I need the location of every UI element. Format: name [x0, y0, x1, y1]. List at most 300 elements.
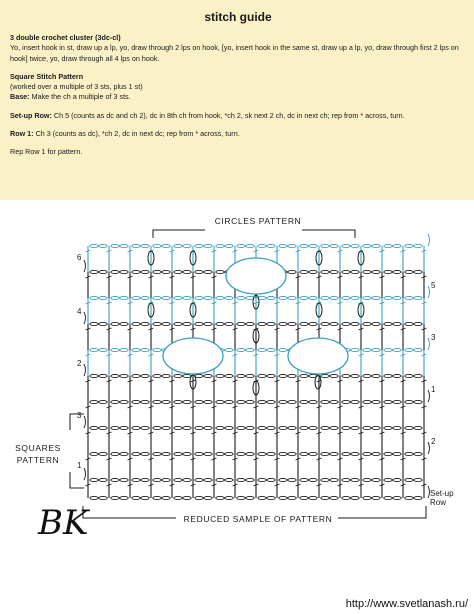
chain-stitch — [279, 244, 287, 247]
circles-bracket — [153, 230, 355, 238]
chain-stitch — [225, 400, 233, 403]
chain-stitch — [120, 478, 128, 481]
chain-stitch — [111, 348, 119, 351]
chain-stitch — [216, 244, 224, 247]
chain-stitch — [351, 496, 359, 499]
chain-stitch — [351, 478, 359, 481]
chain-stitch — [288, 322, 296, 325]
chain-stitch — [120, 496, 128, 499]
chain-stitch — [267, 296, 275, 299]
repeat-note: Rep Row 1 for pattern. — [10, 147, 83, 157]
row1-text: Ch 3 (counts as dc), *ch 2, dc in next dc; rep from * across, turn. — [35, 129, 240, 139]
chain-stitch — [141, 496, 149, 499]
chain-stitch — [258, 496, 266, 499]
chain-stitch — [204, 296, 212, 299]
chain-stitch — [267, 348, 275, 351]
square-note: (worked over a multiple of 3 sts, plus 1 st) — [10, 82, 143, 92]
chain-stitch — [414, 374, 422, 377]
chain-stitch — [384, 270, 392, 273]
chain-stitch — [183, 400, 191, 403]
chain-stitch — [174, 400, 182, 403]
chain-stitch — [342, 496, 350, 499]
chain-stitch — [267, 322, 275, 325]
chain-stitch — [141, 296, 149, 299]
chain-stitch — [288, 426, 296, 429]
chain-stitch — [384, 452, 392, 455]
chain-stitch — [153, 296, 161, 299]
chain-stitch — [162, 452, 170, 455]
turning-chain — [84, 468, 86, 480]
chain-stitch — [330, 270, 338, 273]
chain-stitch — [363, 244, 371, 247]
chain-stitch — [120, 270, 128, 273]
chain-stitch — [279, 452, 287, 455]
chain-stitch — [372, 322, 380, 325]
chain-stitch — [111, 270, 119, 273]
chain-stitch — [141, 374, 149, 377]
chain-stitch — [288, 496, 296, 499]
chain-stitch — [288, 374, 296, 377]
chain-stitch — [153, 452, 161, 455]
chain-stitch — [183, 374, 191, 377]
chain-stitch — [174, 478, 182, 481]
chain-stitch — [132, 244, 140, 247]
chain-stitch — [153, 426, 161, 429]
chain-stitch — [372, 374, 380, 377]
chain-stitch — [363, 426, 371, 429]
chain-stitch — [162, 496, 170, 499]
chain-stitch — [99, 296, 107, 299]
chain-stitch — [258, 400, 266, 403]
chain-stitch — [279, 496, 287, 499]
chain-stitch — [141, 270, 149, 273]
chain-stitch — [225, 452, 233, 455]
chain-stitch — [111, 244, 119, 247]
chain-stitch — [120, 348, 128, 351]
chain-stitch — [174, 496, 182, 499]
chain-stitch — [90, 322, 98, 325]
chain-stitch — [372, 426, 380, 429]
chain-stitch — [153, 496, 161, 499]
chain-stitch — [99, 496, 107, 499]
turning-chain — [428, 442, 430, 454]
chain-stitch — [414, 496, 422, 499]
chain-stitch — [141, 348, 149, 351]
chain-stitch — [363, 452, 371, 455]
chain-stitch — [258, 348, 266, 351]
chain-stitch — [237, 426, 245, 429]
chain-stitch — [267, 452, 275, 455]
chain-stitch — [342, 452, 350, 455]
circle-motif — [288, 338, 348, 374]
chain-stitch — [372, 296, 380, 299]
chain-stitch — [384, 348, 392, 351]
chain-stitch — [153, 270, 161, 273]
chain-stitch — [405, 244, 413, 247]
chain-stitch — [309, 478, 317, 481]
chain-stitch — [267, 496, 275, 499]
chain-stitch — [237, 296, 245, 299]
chain-stitch — [414, 426, 422, 429]
chain-stitch — [120, 244, 128, 247]
chain-stitch — [405, 296, 413, 299]
chain-stitch — [363, 496, 371, 499]
chain-stitch — [405, 374, 413, 377]
chain-stitch — [330, 374, 338, 377]
circle-motif — [226, 258, 286, 294]
chain-stitch — [321, 296, 329, 299]
chain-stitch — [309, 426, 317, 429]
chain-stitch — [330, 478, 338, 481]
chain-stitch — [225, 426, 233, 429]
chain-stitch — [309, 496, 317, 499]
chain-stitch — [141, 400, 149, 403]
squares-bracket — [70, 414, 84, 488]
chain-stitch — [309, 322, 317, 325]
chain-stitch — [204, 322, 212, 325]
chain-stitch — [111, 426, 119, 429]
chain-stitch — [372, 400, 380, 403]
chain-stitch — [225, 374, 233, 377]
chain-stitch — [216, 426, 224, 429]
chain-stitch — [195, 426, 203, 429]
chain-stitch — [132, 452, 140, 455]
chain-stitch — [258, 244, 266, 247]
chain-stitch — [216, 322, 224, 325]
chain-stitch — [288, 244, 296, 247]
guide-title: stitch guide — [204, 10, 272, 24]
chain-stitch — [330, 426, 338, 429]
chain-stitch — [204, 374, 212, 377]
chain-stitch — [279, 374, 287, 377]
chain-stitch — [309, 400, 317, 403]
chain-stitch — [321, 426, 329, 429]
chain-stitch — [162, 322, 170, 325]
chain-stitch — [351, 400, 359, 403]
chain-stitch — [183, 452, 191, 455]
cluster-stitch — [315, 375, 321, 389]
chain-stitch — [342, 244, 350, 247]
chain-stitch — [300, 426, 308, 429]
chain-stitch — [132, 296, 140, 299]
chain-stitch — [414, 270, 422, 273]
chain-stitch — [99, 348, 107, 351]
turning-chain — [428, 390, 430, 402]
chain-stitch — [246, 478, 254, 481]
chain-stitch — [393, 452, 401, 455]
chain-stitch — [246, 452, 254, 455]
circles-label: CIRCLES PATTERN — [214, 216, 302, 226]
chain-stitch — [321, 374, 329, 377]
circle-motif — [163, 338, 223, 374]
chain-stitch — [132, 478, 140, 481]
chain-stitch — [132, 400, 140, 403]
chain-stitch — [300, 296, 308, 299]
chain-stitch — [363, 270, 371, 273]
square-heading: Square Stitch Pattern — [10, 71, 84, 81]
chain-stitch — [204, 496, 212, 499]
chain-stitch — [141, 322, 149, 325]
chain-stitch — [405, 496, 413, 499]
chain-stitch — [141, 426, 149, 429]
chain-stitch — [372, 496, 380, 499]
chain-stitch — [195, 452, 203, 455]
base-label: Base: — [10, 92, 30, 102]
chain-stitch — [90, 452, 98, 455]
chain-stitch — [321, 400, 329, 403]
chain-stitch — [195, 496, 203, 499]
chain-stitch — [153, 374, 161, 377]
chain-stitch — [342, 270, 350, 273]
chain-stitch — [153, 348, 161, 351]
chain-stitch — [351, 244, 359, 247]
chain-stitch — [393, 322, 401, 325]
chain-stitch — [225, 322, 233, 325]
turning-chain — [428, 286, 430, 298]
chain-stitch — [111, 452, 119, 455]
setup-row-label-line1: Set-up — [430, 489, 454, 498]
chain-stitch — [246, 374, 254, 377]
chain-stitch — [216, 496, 224, 499]
chain-stitch — [246, 400, 254, 403]
chain-stitch — [267, 400, 275, 403]
chain-stitch — [393, 478, 401, 481]
row-number-5: 5 — [431, 281, 436, 290]
base-text: Make the ch a multiple of 3 sts. — [31, 92, 131, 102]
chain-stitch — [372, 348, 380, 351]
chain-stitch — [99, 426, 107, 429]
chain-stitch — [120, 452, 128, 455]
chain-stitch — [195, 400, 203, 403]
chain-stitch — [216, 374, 224, 377]
chain-stitch — [132, 426, 140, 429]
chain-stitch — [363, 374, 371, 377]
chain-stitch — [225, 496, 233, 499]
chain-stitch — [204, 270, 212, 273]
chain-stitch — [393, 400, 401, 403]
chain-stitch — [120, 374, 128, 377]
chain-stitch — [246, 244, 254, 247]
chain-stitch — [384, 322, 392, 325]
chain-stitch — [174, 374, 182, 377]
chain-stitch — [267, 426, 275, 429]
chain-stitch — [414, 296, 422, 299]
row-number-6: 6 — [77, 253, 82, 262]
chain-stitch — [141, 478, 149, 481]
chain-stitch — [111, 496, 119, 499]
chain-stitch — [195, 478, 203, 481]
chain-stitch — [300, 270, 308, 273]
chain-stitch — [405, 400, 413, 403]
chain-stitch — [363, 296, 371, 299]
chain-stitch — [405, 270, 413, 273]
chain-stitch — [288, 478, 296, 481]
chain-stitch — [195, 374, 203, 377]
chain-stitch — [99, 478, 107, 481]
turning-chain — [84, 260, 86, 272]
chain-stitch — [330, 322, 338, 325]
chain-stitch — [393, 348, 401, 351]
chain-stitch — [246, 322, 254, 325]
chain-stitch — [153, 322, 161, 325]
chain-stitch — [363, 478, 371, 481]
chain-stitch — [342, 322, 350, 325]
chain-stitch — [141, 244, 149, 247]
row-number-4: 4 — [77, 307, 82, 316]
chain-stitch — [384, 296, 392, 299]
chain-stitch — [414, 244, 422, 247]
chain-stitch — [195, 270, 203, 273]
chain-stitch — [279, 400, 287, 403]
chain-stitch — [162, 244, 170, 247]
chain-stitch — [183, 322, 191, 325]
chain-stitch — [309, 244, 317, 247]
chain-stitch — [195, 244, 203, 247]
chain-stitch — [414, 348, 422, 351]
chain-stitch — [132, 322, 140, 325]
chain-stitch — [309, 452, 317, 455]
chain-stitch — [321, 244, 329, 247]
chain-stitch — [225, 244, 233, 247]
chain-stitch — [99, 452, 107, 455]
row-number-1: 1 — [431, 385, 436, 394]
chain-stitch — [174, 270, 182, 273]
chain-stitch — [99, 270, 107, 273]
chain-stitch — [90, 348, 98, 351]
chain-stitch — [414, 478, 422, 481]
chain-stitch — [363, 322, 371, 325]
chain-stitch — [300, 478, 308, 481]
chain-stitch — [162, 296, 170, 299]
chain-stitch — [384, 478, 392, 481]
chain-stitch — [111, 322, 119, 325]
chain-stitch — [372, 244, 380, 247]
chain-stitch — [405, 348, 413, 351]
chain-stitch — [204, 452, 212, 455]
chain-stitch — [393, 296, 401, 299]
chain-stitch — [288, 452, 296, 455]
chain-stitch — [414, 400, 422, 403]
cluster-heading: 3 double crochet cluster (3dc-cl) — [10, 33, 121, 42]
chain-stitch — [132, 496, 140, 499]
cluster-text: Yo, insert hook in st, draw up a lp, yo, draw through 2 lps on hook, [yo, insert hook in the same st, draw up a lp, yo, draw through first 2 lps on hook] twice, yo, draw through all 4 lps on hook. — [10, 43, 459, 63]
chain-stitch — [384, 496, 392, 499]
chain-stitch — [237, 400, 245, 403]
chain-stitch — [111, 478, 119, 481]
chain-stitch — [237, 452, 245, 455]
chain-stitch — [225, 478, 233, 481]
chain-stitch — [414, 322, 422, 325]
chain-stitch — [321, 496, 329, 499]
chain-stitch — [132, 374, 140, 377]
chain-stitch — [237, 496, 245, 499]
chain-stitch — [174, 452, 182, 455]
chain-stitch — [393, 426, 401, 429]
chain-stitch — [351, 452, 359, 455]
chain-stitch — [90, 400, 98, 403]
chain-stitch — [195, 322, 203, 325]
chain-stitch — [183, 496, 191, 499]
chain-stitch — [162, 478, 170, 481]
row-number-3: 3 — [431, 333, 436, 342]
chain-stitch — [216, 400, 224, 403]
chain-stitch — [237, 478, 245, 481]
setup-label: Set-up Row: — [10, 110, 52, 120]
chain-stitch — [351, 296, 359, 299]
chain-stitch — [309, 270, 317, 273]
chain-stitch — [237, 244, 245, 247]
chain-stitch — [258, 478, 266, 481]
chain-stitch — [258, 374, 266, 377]
chain-stitch — [183, 270, 191, 273]
chain-stitch — [330, 496, 338, 499]
chain-stitch — [330, 296, 338, 299]
chain-stitch — [246, 496, 254, 499]
turning-chain — [428, 234, 430, 246]
chain-stitch — [237, 322, 245, 325]
chain-stitch — [246, 426, 254, 429]
row1-section — [10, 129, 466, 139]
watermark-url: http://www.svetlanash.ru/ — [345, 598, 468, 610]
chain-stitch — [405, 478, 413, 481]
chain-stitch — [90, 496, 98, 499]
chain-stitch — [342, 296, 350, 299]
square-section — [10, 72, 466, 103]
chain-stitch — [216, 296, 224, 299]
chain-stitch — [363, 348, 371, 351]
chain-stitch — [384, 426, 392, 429]
chain-stitch — [237, 348, 245, 351]
chain-stitch — [267, 478, 275, 481]
chain-stitch — [258, 322, 266, 325]
chain-stitch — [174, 322, 182, 325]
chain-stitch — [321, 322, 329, 325]
chain-stitch — [393, 244, 401, 247]
chain-stitch — [267, 244, 275, 247]
chain-stitch — [153, 400, 161, 403]
chain-stitch — [132, 348, 140, 351]
chain-stitch — [237, 374, 245, 377]
chain-stitch — [372, 452, 380, 455]
setup-row-label-line2: Row — [430, 498, 447, 507]
chain-stitch — [216, 270, 224, 273]
chain-stitch — [393, 270, 401, 273]
crochet-chart-diagram — [0, 206, 474, 536]
chain-stitch — [279, 296, 287, 299]
chain-stitch — [342, 426, 350, 429]
chain-stitch — [300, 452, 308, 455]
chain-stitch — [405, 322, 413, 325]
chain-stitch — [321, 452, 329, 455]
chain-stitch — [99, 322, 107, 325]
chain-stitch — [309, 296, 317, 299]
chain-stitch — [141, 452, 149, 455]
chain-stitch — [120, 322, 128, 325]
chain-stitch — [300, 496, 308, 499]
chain-stitch — [405, 452, 413, 455]
chain-stitch — [162, 374, 170, 377]
chain-stitch — [279, 322, 287, 325]
chain-stitch — [300, 244, 308, 247]
chain-stitch — [300, 400, 308, 403]
row-number-3-squares: 3 — [77, 411, 82, 420]
chain-stitch — [342, 374, 350, 377]
chain-stitch — [300, 374, 308, 377]
chain-stitch — [153, 244, 161, 247]
chain-stitch — [363, 400, 371, 403]
row-number-2: 2 — [77, 359, 82, 368]
chain-stitch — [216, 478, 224, 481]
